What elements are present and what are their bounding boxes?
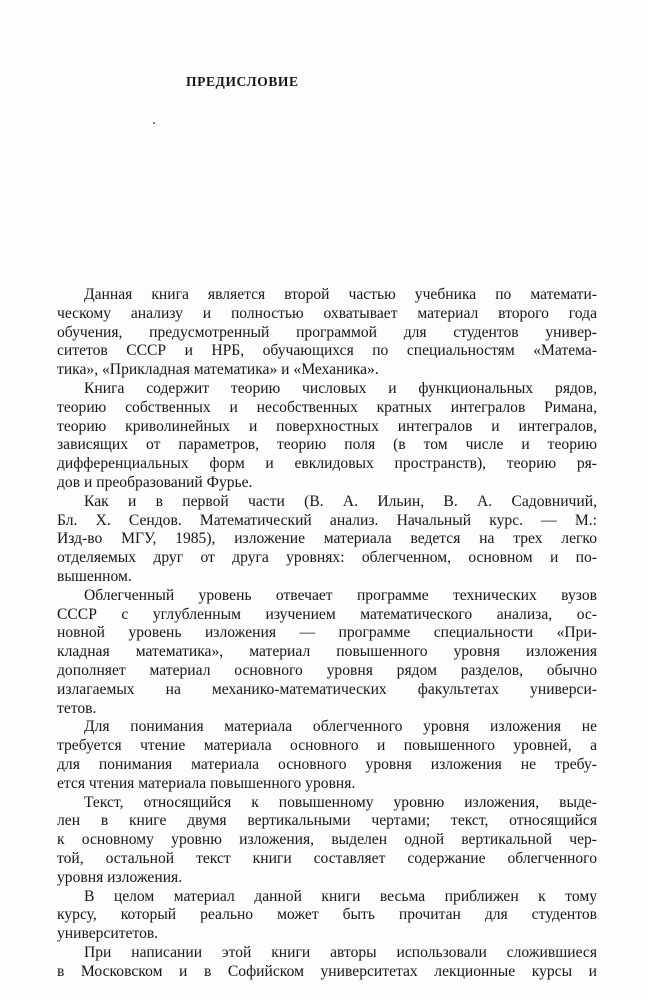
- text-line: к основному уровню изложения, выделен одной вертикальной чер-: [57, 831, 597, 849]
- text-line: Текст, относящийся к повышенному уровню изложения, выде-: [84, 793, 597, 811]
- text-line: университетов.: [57, 925, 159, 943]
- text-line: СССР с углубленным изучением математического анализа, ос-: [57, 605, 597, 623]
- print-speck: [153, 122, 155, 124]
- text-line: требуется чтение материала основного и повышенного уровней, а: [57, 737, 597, 755]
- paragraph: [57, 380, 597, 493]
- paragraph: [57, 587, 597, 719]
- text-line: кладная математика», материал повышенного уровня изложения: [57, 643, 597, 661]
- text-line: дов и преобразований Фурье.: [57, 473, 253, 491]
- text-line: теорию криволинейных и поверхностных интегралов и интегралов,: [57, 417, 597, 435]
- text-line: дополняет материал основного уровня рядом разделов, обычно: [57, 661, 597, 679]
- text-line: зависящих от параметров, теорию поля (в том числе и теорию: [57, 436, 597, 454]
- text-line: Облегченный уровень отвечает программе технических вузов: [84, 586, 597, 604]
- preface-body: [57, 286, 597, 981]
- text-line: Изд-во МГУ, 1985), изложение материала ведется на трех легко: [57, 530, 597, 548]
- text-line: обучения, предусмотренный программой для студентов универ-: [57, 323, 597, 341]
- text-line: При написании этой книги авторы использовали сложившиеся: [84, 943, 597, 961]
- text-line: Для понимания материала облегченного уровня изложения не: [84, 718, 597, 736]
- text-line: Книга содержит теорию числовых и функциональных рядов,: [84, 379, 597, 397]
- text-line: излагаемых на механико-математических факультетах универси-: [57, 680, 597, 698]
- text-line: Бл. Х. Сендов. Математический анализ. Начальный курс. — М.:: [57, 511, 597, 529]
- text-line: теорию собственных и несобственных кратных интегралов Римана,: [57, 398, 597, 416]
- text-line: вышенном.: [57, 567, 132, 585]
- text-line: тетов.: [57, 699, 97, 717]
- text-line: лен в книге двумя вертикальными чертами; текст, относящийся: [57, 812, 597, 830]
- text-line: В целом материал данной книги весьма приближен к тому: [84, 887, 597, 905]
- text-line: курсу, который реально может быть прочитан для студентов: [57, 906, 597, 924]
- paragraph: [57, 794, 597, 888]
- text-line: для понимания материала основного уровня изложения не требу-: [57, 755, 597, 773]
- text-line: отделяемых друг от друга уровнях: облегченном, основном и по-: [57, 549, 597, 567]
- paragraph: [57, 286, 597, 380]
- text-line: уровня изложения.: [57, 868, 183, 886]
- text-line: новной уровень изложения — программе специальности «При-: [57, 624, 597, 642]
- text-line: той, остальной текст книги составляет содержание облегченного: [57, 849, 597, 867]
- text-line: Данная книга является второй частью учебника по математи-: [84, 286, 597, 303]
- text-line: ситетов СССР и НРБ, обучающихся по специальностям «Матема-: [57, 342, 597, 360]
- page-title: ПРЕДИСЛОВИЕ: [186, 74, 299, 89]
- text-line: ческому анализу и полностью охватывает материал второго года: [57, 304, 597, 322]
- paragraph: [57, 493, 597, 587]
- text-line: Как и в первой части (В. А. Ильин, В. А. Садовничий,: [84, 492, 597, 510]
- paragraph: [57, 718, 597, 793]
- text-line: ется чтения материала повышенного уровня.: [57, 774, 356, 792]
- paragraph: [57, 888, 597, 944]
- text-line: тика», «Прикладная математика» и «Механика».: [57, 361, 379, 379]
- text-line: в Московском и в Софийском университетах лекционные курсы и: [57, 962, 597, 980]
- text-line: дифференциальных форм и евклидовых пространств), теорию ря-: [57, 455, 597, 473]
- paragraph: [57, 944, 597, 982]
